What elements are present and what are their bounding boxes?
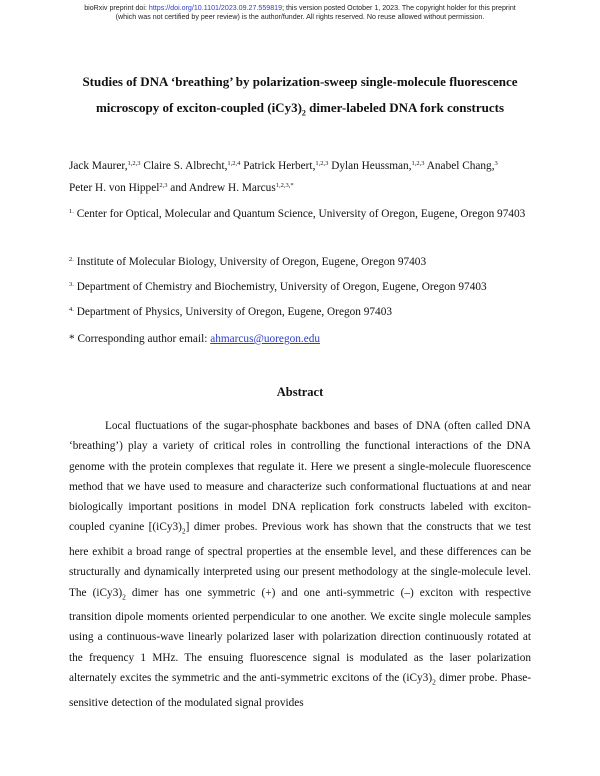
author-affiliation-mark: 2,3 (159, 182, 168, 189)
abstract-text: ] dimer probes. Previous work has shown that the constructs that we test here exhibit a broad range of spectral properties at the ensemble level, and these differences can be structurally and dynamically interpreted using our present methodology at the single-molecule level. The (iCy3) (69, 521, 532, 599)
abstract-heading: Abstract (276, 385, 324, 399)
corresponding-author (69, 329, 539, 349)
author: Peter H. von Hippel (69, 182, 160, 194)
author: Dylan Heussman, (328, 160, 412, 172)
affiliation-mark: 2. (69, 256, 74, 263)
author: Claire S. Albrecht, (140, 160, 228, 172)
author-affiliation-mark: 1,2,3,* (275, 182, 294, 189)
doi-link[interactable]: https://doi.org/10.1101/2023.09.27.559819 (148, 4, 283, 12)
abstract-subscript: 2 (432, 677, 436, 687)
author: Jack Maurer, (69, 160, 128, 172)
affiliation-text: Center for Optical, Molecular and Quantum Science, University of Oregon, Eugene, Oregon 97403 (73, 208, 526, 220)
author-affiliation-mark: 1,2,4 (227, 160, 241, 167)
title-line-2 (66, 95, 534, 127)
title-subscript: 2 (301, 108, 306, 118)
abstract-text: Local fluctuations of the sugar-phosphate backbones and bases of DNA (often called DNA ‘breathing’) play a variety of critical roles in controlling the functional interactions of the DNA genome with the protein complexes that regulate it. Here we present a single-molecule fluorescence method that we have used to measure and characterize such conformational fluctuations at and near biologically important positions in model DNA replication fork constructs labeled with exciton-coupled cyanine [(iCy3) (69, 420, 531, 534)
author-list (69, 155, 539, 199)
corresponding-email-link[interactable]: ahmarcus@uoregon.edu (210, 333, 321, 345)
author-affiliation-mark: 1,2,3 (411, 160, 425, 167)
author: Anabel Chang, (424, 160, 495, 172)
affiliation-mark: 3. (69, 281, 74, 288)
preprint-line-1 (0, 4, 600, 13)
preprint-suffix: ; this version posted October 1, 2023. The copyright holder for this preprint (282, 4, 516, 12)
paper-title (66, 69, 534, 127)
preprint-header (0, 4, 600, 22)
affiliation-mark: 1. (69, 208, 74, 215)
author: and Andrew H. Marcus (167, 182, 276, 194)
abstract-paragraph (69, 416, 531, 713)
affiliation-text: Institute of Molecular Biology, University of Oregon, Eugene, Oregon 97403 (73, 256, 427, 268)
abstract-text: dimer has one symmetric (+) and one anti-symmetric (–) exciton with respective transition dipole moments oriented perpendicular to one another. We excite single molecule samples using a continuous-wave linearly polarized laser with polarization direction continuously rotated at the frequency 1 MHz. The ensuing fluorescence signal is modulated as the laser polarization alternately excites the symmetric and the anti-symmetric excitons of the (iCy3) (69, 586, 531, 685)
title-line-1: Studies of DNA ‘breathing’ by polarization-sweep single-molecule fluorescence (82, 74, 518, 89)
abstract-subscript: 2 (181, 526, 186, 536)
preprint-line-2: (which was not certified by peer review) is the author/funder. All rights reserved. No reuse allowed without permission. (115, 13, 485, 21)
title-line-2-part-b: dimer-labeled DNA fork constructs (305, 100, 505, 115)
author: Patrick Herbert, (240, 160, 316, 172)
affiliation-4 (69, 302, 539, 322)
affiliation-text: Department of Chemistry and Biochemistry, University of Oregon, Eugene, Oregon 97403 (73, 281, 487, 293)
affiliation-1 (69, 204, 539, 224)
affiliation-text: Department of Physics, University of Oregon, Eugene, Oregon 97403 (73, 306, 393, 318)
corresponding-label: * Corresponding author email: (69, 333, 211, 345)
abstract-text: dimer probe. Phase-sensitive detection of the modulated signal provides (69, 672, 531, 709)
affiliation-mark: 4. (69, 306, 74, 313)
title-line-2-part-a: microscopy of exciton-coupled (iCy3) (95, 100, 302, 115)
abstract-subscript: 2 (122, 591, 126, 601)
author-affiliation-mark: 3 (494, 160, 498, 167)
affiliation-3 (69, 277, 539, 297)
author-affiliation-mark: 1,2,3 (315, 160, 329, 167)
affiliation-2 (69, 252, 539, 272)
author-affiliation-mark: 1,2,3 (127, 160, 141, 167)
preprint-prefix: bioRxiv preprint doi: (84, 4, 149, 12)
